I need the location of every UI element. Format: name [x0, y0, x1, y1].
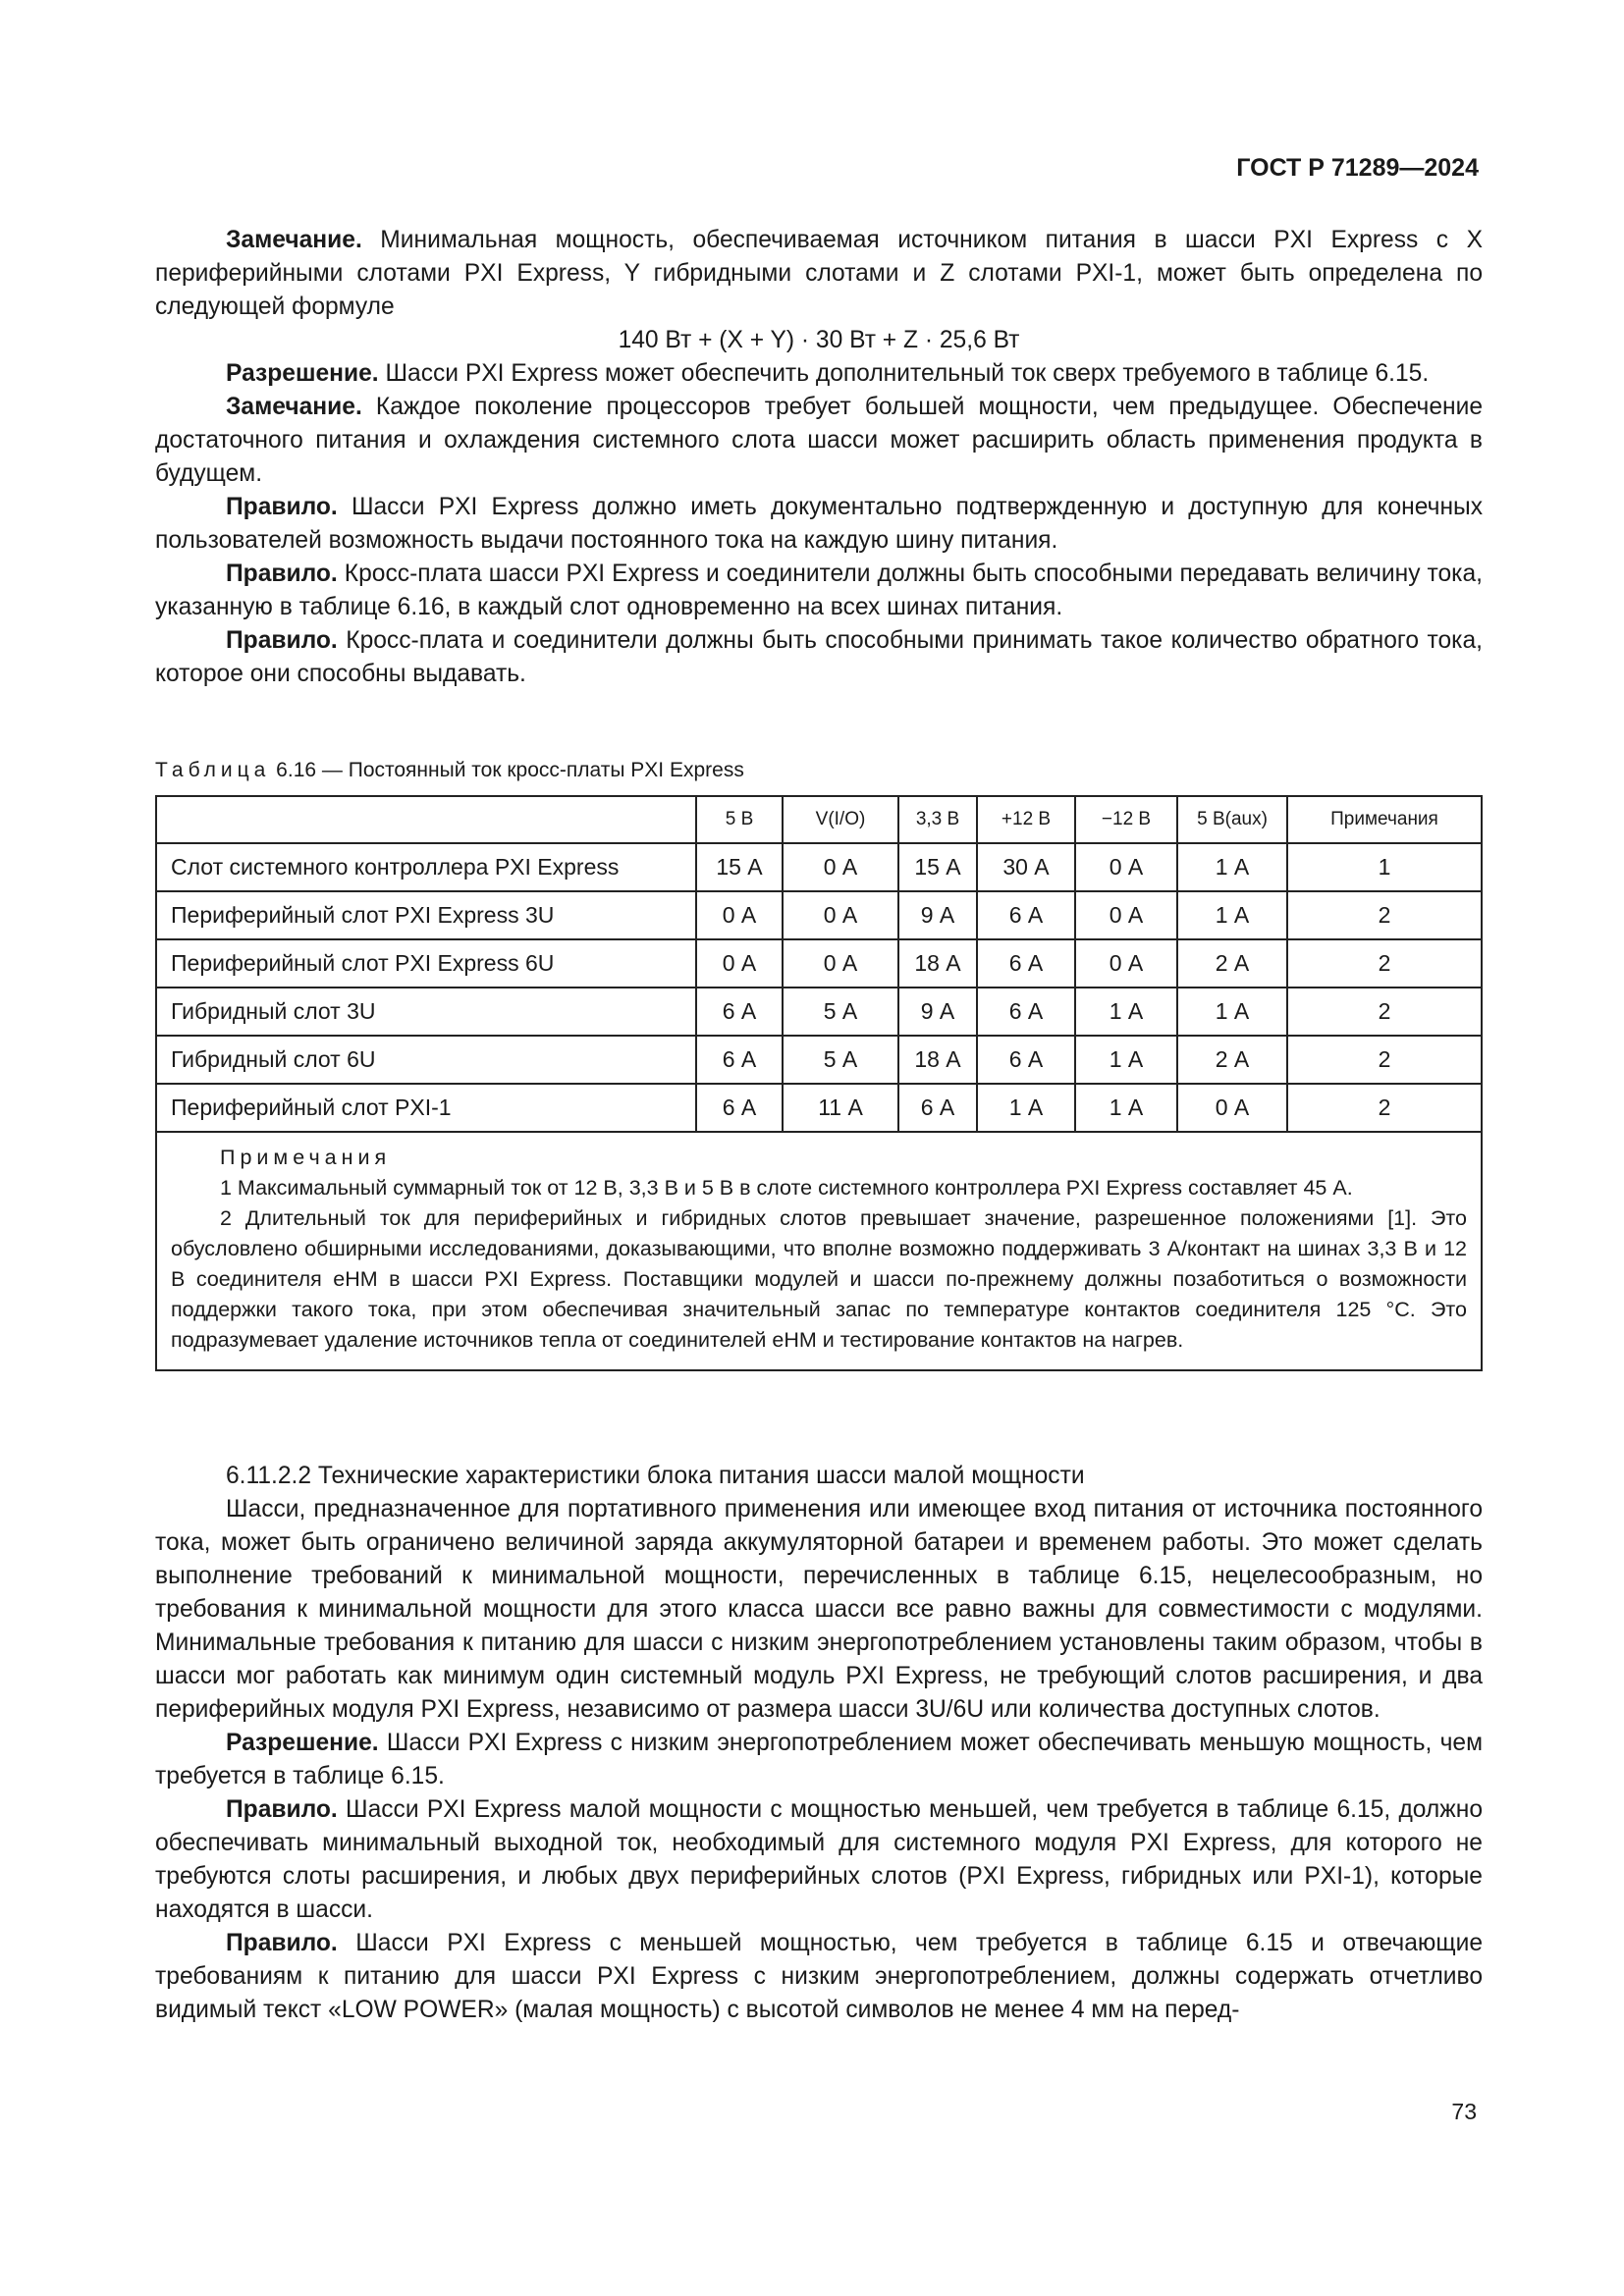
table-cell: 18 А: [898, 1036, 977, 1084]
table-cell: 2: [1287, 939, 1482, 988]
table-cell: 1 А: [1177, 843, 1287, 891]
table-cell: 0 А: [1075, 939, 1177, 988]
table-cell: 2: [1287, 1036, 1482, 1084]
row-label: Гибридный слот 6U: [156, 1036, 696, 1084]
table-cell: 2: [1287, 1084, 1482, 1132]
row-label: Периферийный слот PXI Express 3U: [156, 891, 696, 939]
page-number: 73: [1451, 2099, 1477, 2124]
formula: 140 Вт + (X + Y) · 30 Вт + Z · 25,6 Вт: [618, 327, 1020, 353]
row-label: Периферийный слот PXI-1: [156, 1084, 696, 1132]
paragraph: [155, 491, 1483, 558]
paragraph: [155, 1793, 1483, 1927]
table-cell: 6 А: [977, 939, 1075, 988]
table-cell: 0 А: [1177, 1084, 1287, 1132]
table-cell: 1 А: [977, 1084, 1075, 1132]
table-cell: 1: [1287, 843, 1482, 891]
paragraph: [155, 1727, 1483, 1793]
table-cell: 1 А: [1177, 988, 1287, 1036]
table-cell: 6 А: [898, 1084, 977, 1132]
table-cell: 0 А: [1075, 843, 1177, 891]
table-cell: 18 А: [898, 939, 977, 988]
row-label: Периферийный слот PXI Express 6U: [156, 939, 696, 988]
column-header: [156, 796, 696, 843]
table-cell: 6 А: [977, 891, 1075, 939]
table-cell: 2 А: [1177, 939, 1287, 988]
column-header: Примечания: [1287, 796, 1482, 843]
paragraph: [155, 1927, 1483, 2027]
section-heading: 6.11.2.2 Технические характеристики блока питания шасси малой мощности: [226, 1463, 1085, 1489]
paragraph-text: Шасси PXI Express малой мощности с мощностью меньшей, чем требуется в таблице 6.15, должно обеспечивать минимальный выходной ток, необходимый для системного модуля PXI Express, для которого не требуются слоты расширения, и любых двух периферийных слотов (PXI Express, гибридных или PXI-1), которые находятся в шасси.: [155, 1796, 1483, 1923]
bottom-text-block: [155, 1460, 1483, 2027]
paragraph-text: Шасси PXI Express с меньшей мощностью, чем требуется в таблице 6.15 и отвечающие требованиям к питанию для шасси PXI Express с низким энергопотреблением, должны содержать отчетливо видимый текст «LOW POWER» (малая мощность) с высотой символов не менее 4 мм на перед-: [155, 1930, 1483, 2023]
table-caption: [155, 759, 744, 782]
paragraph-label: Замечание.: [226, 227, 362, 253]
paragraph: Шасси, предназначенное для портативного применения или имеющее вход питания от источника постоянного тока, может быть ограничено величиной заряда аккумуляторной батареи и временем работы. Это может сделать выполнение требований к минимальной мощности, перечисленных в таблице 6.15, нецелесообразным, но требования к минимальной мощности для этого класса шасси все равно важны для совместимости с модулями. Минимальные требования к питанию для шасси с низким энергопотреблением установлены таким образом, чтобы в шасси мог работать как минимум один системный модуль PXI Express, не требующий слотов расширения, и два периферийных модуля PXI Express, независимо от размера шасси 3U/6U или количества доступных слотов.: [155, 1496, 1483, 1723]
table-cell: 11 А: [783, 1084, 898, 1132]
column-header: −12 В: [1075, 796, 1177, 843]
table-cell: 5 А: [783, 1036, 898, 1084]
column-header: 5 В: [696, 796, 783, 843]
table-cell: 0 А: [696, 891, 783, 939]
table-cell: 0 А: [696, 939, 783, 988]
table-cell: 0 А: [1075, 891, 1177, 939]
paragraph: [155, 558, 1483, 624]
column-header: 5 В(aux): [1177, 796, 1287, 843]
table-notes-row: [156, 1132, 1482, 1370]
paragraph-label: Правило.: [226, 1930, 338, 1956]
table-cell: 2 А: [1177, 1036, 1287, 1084]
table-cell: 15 А: [898, 843, 977, 891]
table-caption-label: Таблица: [155, 759, 271, 781]
table-cell: 5 А: [783, 988, 898, 1036]
column-header: 3,3 В: [898, 796, 977, 843]
table-cell: 30 А: [977, 843, 1075, 891]
table-cell: 1 А: [1075, 1036, 1177, 1084]
row-label: Гибридный слот 3U: [156, 988, 696, 1036]
table-note: 2 Длительный ток для периферийных и гибридных слотов превышает значение, разрешенное положениями [1]. Это обусловлено обширными исследованиями, доказывающими, что вполне возможно поддерживать 3 А/контакт на шинах 3,3 В и 12 В соединителя eHM в шасси PXI Express. Поставщики модулей и шасси по-прежнему должны позаботиться о возможности поддержки такого тока, при этом обеспечивая значительный запас по температуре контактов соединителя 125 °С. Это подразумевает удаление источников тепла от соединителей eHM и тестирование контактов на нагрев.: [171, 1206, 1467, 1352]
table-cell: 6 А: [696, 988, 783, 1036]
table-row: [156, 988, 1482, 1036]
table-header-row: [156, 796, 1482, 843]
table-notes: [156, 1132, 1482, 1370]
paragraph: [155, 391, 1483, 491]
table-cell: 0 А: [783, 891, 898, 939]
standard-code: ГОСТ Р 71289—2024: [1236, 154, 1479, 182]
table-row: [156, 939, 1482, 988]
paragraph-text: Минимальная мощность, обеспечиваемая источником питания в шасси PXI Express с X периферийными слотами PXI Express, Y гибридными слотами и Z слотами PXI-1, может быть определена по следующей формуле: [155, 227, 1483, 320]
paragraph-label: Разрешение.: [226, 360, 379, 387]
table-cell: 0 А: [783, 843, 898, 891]
table-cell: 9 А: [898, 988, 977, 1036]
paragraph-label: Правило.: [226, 561, 338, 587]
current-table: [155, 795, 1483, 1371]
paragraph: [155, 624, 1483, 691]
column-header: V(I/O): [783, 796, 898, 843]
paragraph-text: Шасси PXI Express с низким энергопотреблением может обеспечивать меньшую мощность, чем требуется в таблице 6.15.: [155, 1730, 1483, 1789]
table-cell: 1 А: [1075, 988, 1177, 1036]
paragraph-label: Правило.: [226, 494, 338, 520]
paragraph: [155, 224, 1483, 324]
table-cell: 6 А: [977, 988, 1075, 1036]
table-cell: 0 А: [783, 939, 898, 988]
paragraph-label: Замечание.: [226, 394, 362, 420]
table-cell: 6 А: [696, 1084, 783, 1132]
table-caption-text: 6.16 — Постоянный ток кросс-платы PXI Express: [270, 759, 744, 781]
table-row: [156, 843, 1482, 891]
row-label: Слот системного контроллера PXI Express: [156, 843, 696, 891]
table-cell: 1 А: [1177, 891, 1287, 939]
table-cell: 15 А: [696, 843, 783, 891]
column-header: +12 В: [977, 796, 1075, 843]
table-cell: 2: [1287, 891, 1482, 939]
paragraph-text: Кросс-плата шасси PXI Express и соединители должны быть способными передавать величину тока, указанную в таблице 6.16, в каждый слот одновременно на всех шинах питания.: [155, 561, 1483, 620]
paragraph-label: Правило.: [226, 1796, 338, 1823]
table-row: [156, 1036, 1482, 1084]
table-row: [156, 891, 1482, 939]
paragraph-label: Разрешение.: [226, 1730, 379, 1756]
table-cell: 6 А: [696, 1036, 783, 1084]
paragraph-text: Шасси PXI Express должно иметь документально подтвержденную и доступную для конечных пользователей возможность выдачи постоянного тока на каждую шину питания.: [155, 494, 1483, 554]
table-cell: 6 А: [977, 1036, 1075, 1084]
paragraph: [155, 357, 1483, 391]
paragraph-label: Правило.: [226, 627, 338, 654]
table-row: [156, 1084, 1482, 1132]
paragraph-text: Кросс-плата и соединители должны быть способными принимать такое количество обратного тока, которое они способны выдавать.: [155, 627, 1483, 687]
paragraph-text: Шасси PXI Express может обеспечить дополнительный ток сверх требуемого в таблице 6.15.: [378, 360, 1430, 387]
table-note: 1 Максимальный суммарный ток от 12 В, 3,3 В и 5 В в слоте системного контроллера PXI Express составляет 45 А.: [220, 1176, 1353, 1200]
table-cell: 1 А: [1075, 1084, 1177, 1132]
table-cell: 2: [1287, 988, 1482, 1036]
top-text-block: [155, 224, 1483, 691]
paragraph-text: Каждое поколение процессоров требует большей мощности, чем предыдущее. Обеспечение достаточного питания и охлаждения системного слота шасси может расширить область применения продукта в будущем.: [155, 394, 1483, 487]
table-cell: 9 А: [898, 891, 977, 939]
notes-title: Примечания: [220, 1146, 392, 1169]
